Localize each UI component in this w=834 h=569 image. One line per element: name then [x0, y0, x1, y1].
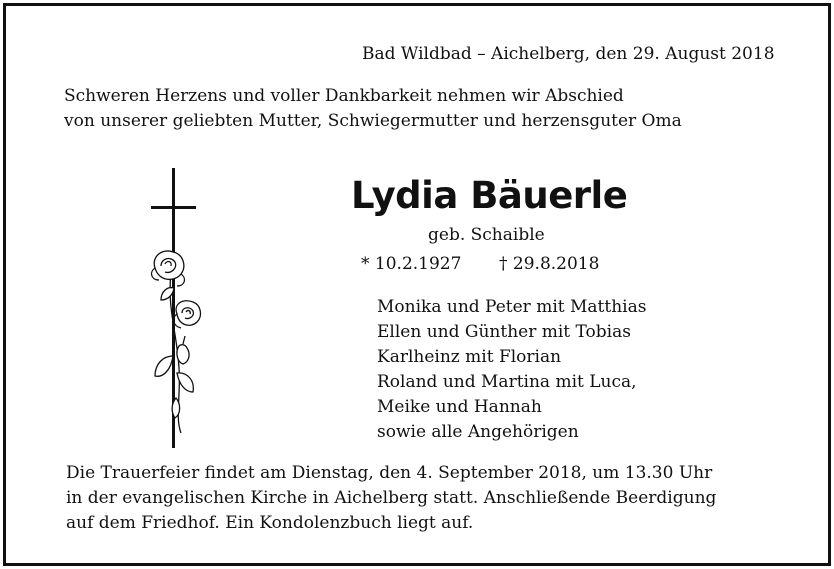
obituary-frame	[3, 3, 831, 566]
mourner-line: Meike und Hannah	[377, 397, 542, 417]
intro-line-2: von unserer geliebten Mutter, Schwiegermutter und herzensguter Oma	[64, 111, 682, 131]
deceased-name: Lydia Bäuerle	[351, 174, 628, 217]
intro-line-1: Schweren Herzens und voller Dankbarkeit nehmen wir Abschied	[64, 86, 624, 106]
death-date: † 29.8.2018	[499, 254, 600, 274]
mourner-line: Ellen und Günther mit Tobias	[377, 322, 631, 342]
funeral-info-line-3: auf dem Friedhof. Ein Kondolenzbuch liegt auf.	[66, 513, 474, 533]
mourner-line: Roland und Martina mit Luca,	[377, 372, 637, 392]
mourner-line: sowie alle Angehörigen	[377, 422, 579, 442]
mourner-line: Monika und Peter mit Matthias	[377, 297, 647, 317]
funeral-info-line-2: in der evangelischen Kirche in Aichelberg statt. Anschließende Beerdigung	[66, 488, 717, 508]
funeral-info-line-1: Die Trauerfeier findet am Dienstag, den 4. September 2018, um 13.30 Uhr	[66, 463, 713, 483]
place-date: Bad Wildbad – Aichelberg, den 29. August 2018	[362, 44, 775, 64]
cross-with-roses-icon	[141, 168, 211, 453]
birth-date: * 10.2.1927	[361, 254, 462, 274]
maiden-name: geb. Schaible	[428, 225, 545, 245]
mourner-line: Karlheinz mit Florian	[377, 347, 562, 367]
